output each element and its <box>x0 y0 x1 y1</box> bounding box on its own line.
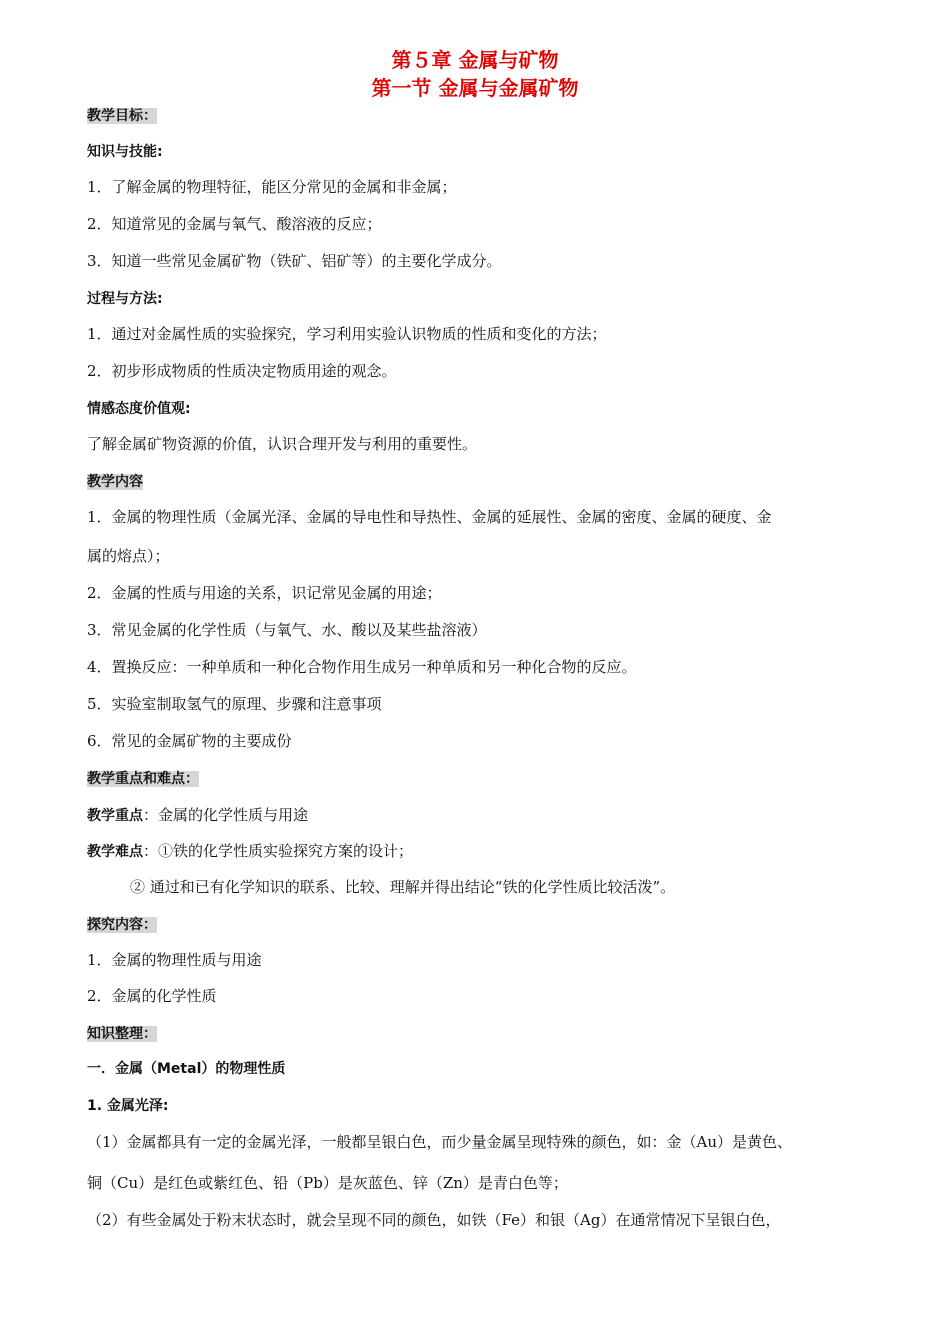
inquiry-heading: 探究内容： <box>87 917 157 933</box>
focus-text: ：金属的化学性质与用途 <box>143 806 309 824</box>
list-item: 6．常见的金属矿物的主要成份 <box>87 732 292 750</box>
list-item: 3．常见金属的化学性质（与氧气、水、酸以及某些盐溶液） <box>87 621 487 639</box>
process-heading: 过程与方法: <box>87 291 163 307</box>
difficulty-label: 教学难点 <box>87 844 143 860</box>
list-item: 2．金属的性质与用途的关系，识记常见金属的用途； <box>87 584 442 602</box>
difficulty-text-2: ② 通过和已有化学知识的联系、比较、理解并得出结论“铁的化学性质比较活泼”。 <box>130 878 676 896</box>
list-item: 2．知道常见的金属与氧气、酸溶液的反应； <box>87 215 382 233</box>
emotion-heading: 情感态度价值观: <box>87 401 191 417</box>
physical-properties-heading: 一．金属（Metal）的物理性质 <box>87 1061 286 1077</box>
focus-line <box>87 805 308 826</box>
focus-label: 教学重点 <box>87 808 143 824</box>
list-item: 2．金属的化学性质 <box>87 987 217 1005</box>
difficulty-line <box>87 841 413 862</box>
knowledge-heading: 知识与技能: <box>87 144 163 160</box>
list-item-continued: 属的熔点）； <box>87 547 170 565</box>
emotion-text: 了解金属矿物资源的价值，认识合理开发与利用的重要性。 <box>87 435 478 453</box>
chapter-title: 第５章 金属与矿物 <box>391 48 559 72</box>
section-title: 第一节 金属与金属矿物 <box>371 76 579 100</box>
paragraph-line: 铜（Cu）是红色或紫红色、铅（Pb）是灰蓝色、锌（Zn）是青白色等； <box>87 1174 568 1192</box>
list-item: 1．通过对金属性质的实验探究，学习利用实验认识物质的性质和变化的方法； <box>87 325 607 343</box>
knowledge-summary-heading: 知识整理： <box>87 1026 157 1042</box>
list-item: 2．初步形成物质的性质决定物质用途的观念。 <box>87 362 397 380</box>
key-points-heading: 教学重点和难点： <box>87 771 199 787</box>
list-item: 1．金属的物理性质与用途 <box>87 951 262 969</box>
list-item: 1．了解金属的物理特征，能区分常见的金属和非金属； <box>87 178 457 196</box>
objectives-heading: 教学目标： <box>87 108 157 124</box>
list-item: 5．实验室制取氢气的原理、步骤和注意事项 <box>87 695 382 713</box>
content-heading: 教学内容 <box>87 474 143 490</box>
difficulty-text: ：①铁的化学性质实验探究方案的设计； <box>143 842 414 860</box>
list-item: 1．金属的物理性质（金属光泽、金属的导电性和导热性、金属的延展性、金属的密度、金属的硬度、金 <box>87 508 772 526</box>
paragraph-line: （1）金属都具有一定的金属光泽，一般都呈银白色，而少量金属呈现特殊的颜色，如：金（Au）是黄色、 <box>87 1133 793 1151</box>
list-item: 4．置换反应：一种单质和一种化合物作用生成另一种单质和另一种化合物的反应。 <box>87 658 637 676</box>
list-item: 3．知道一些常见金属矿物（铁矿、铝矿等）的主要化学成分。 <box>87 252 502 270</box>
paragraph-line: （2）有些金属处于粉末状态时，就会呈现不同的颜色，如铁（Fe）和银（Ag）在通常情况下呈银白色， <box>87 1211 781 1229</box>
metal-luster-heading: 1. 金属光泽: <box>87 1098 169 1114</box>
